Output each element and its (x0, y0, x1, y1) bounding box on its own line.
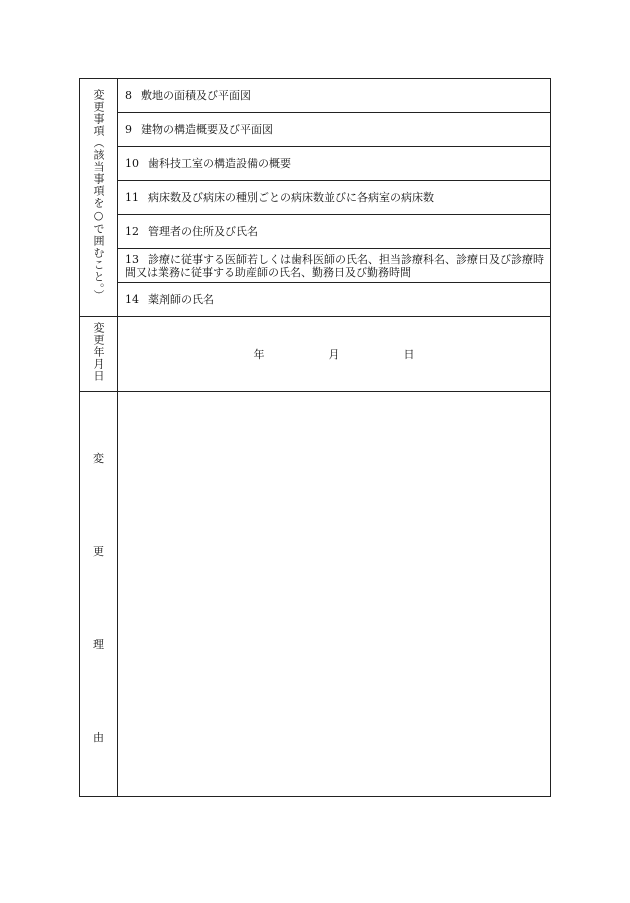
year-unit: 年 (253, 348, 265, 361)
change-date-header (80, 317, 118, 392)
change-date-field[interactable] (118, 317, 551, 392)
change-reason-field[interactable] (118, 392, 551, 797)
change-item-14[interactable]: 14 薬剤師の氏名 (118, 283, 551, 317)
reason-char: 更 (93, 545, 104, 558)
change-item-11[interactable]: 11 病床数及び病床の種別ごとの病床数並びに各病室の病床数 (118, 181, 551, 215)
change-item-9[interactable]: 9 建物の構造概要及び平面図 (118, 113, 551, 147)
change-items-header (80, 79, 118, 317)
month-unit: 月 (328, 348, 340, 361)
change-item-13[interactable]: 13 診療に従事する医師若しくは歯科医師の氏名、担当診療科名、診療日及び診療時間又は業務に従事する助産師の氏名、勤務日及び勤務時間 (118, 249, 551, 283)
change-notification-form (79, 78, 551, 797)
reason-char: 変 (93, 452, 104, 465)
change-item-8[interactable]: 8 敷地の面積及び平面図 (118, 79, 551, 113)
change-items-label: 変更事項（該当事項を○で囲むこと。） (92, 89, 105, 302)
reason-char: 由 (93, 731, 104, 744)
reason-char: 理 (93, 638, 104, 651)
change-reason-header (80, 392, 118, 797)
day-unit: 日 (403, 348, 415, 361)
change-date-label: 変更年月日 (92, 322, 105, 382)
change-item-12[interactable]: 12 管理者の住所及び氏名 (118, 215, 551, 249)
change-item-10[interactable]: 10 歯科技工室の構造設備の概要 (118, 147, 551, 181)
